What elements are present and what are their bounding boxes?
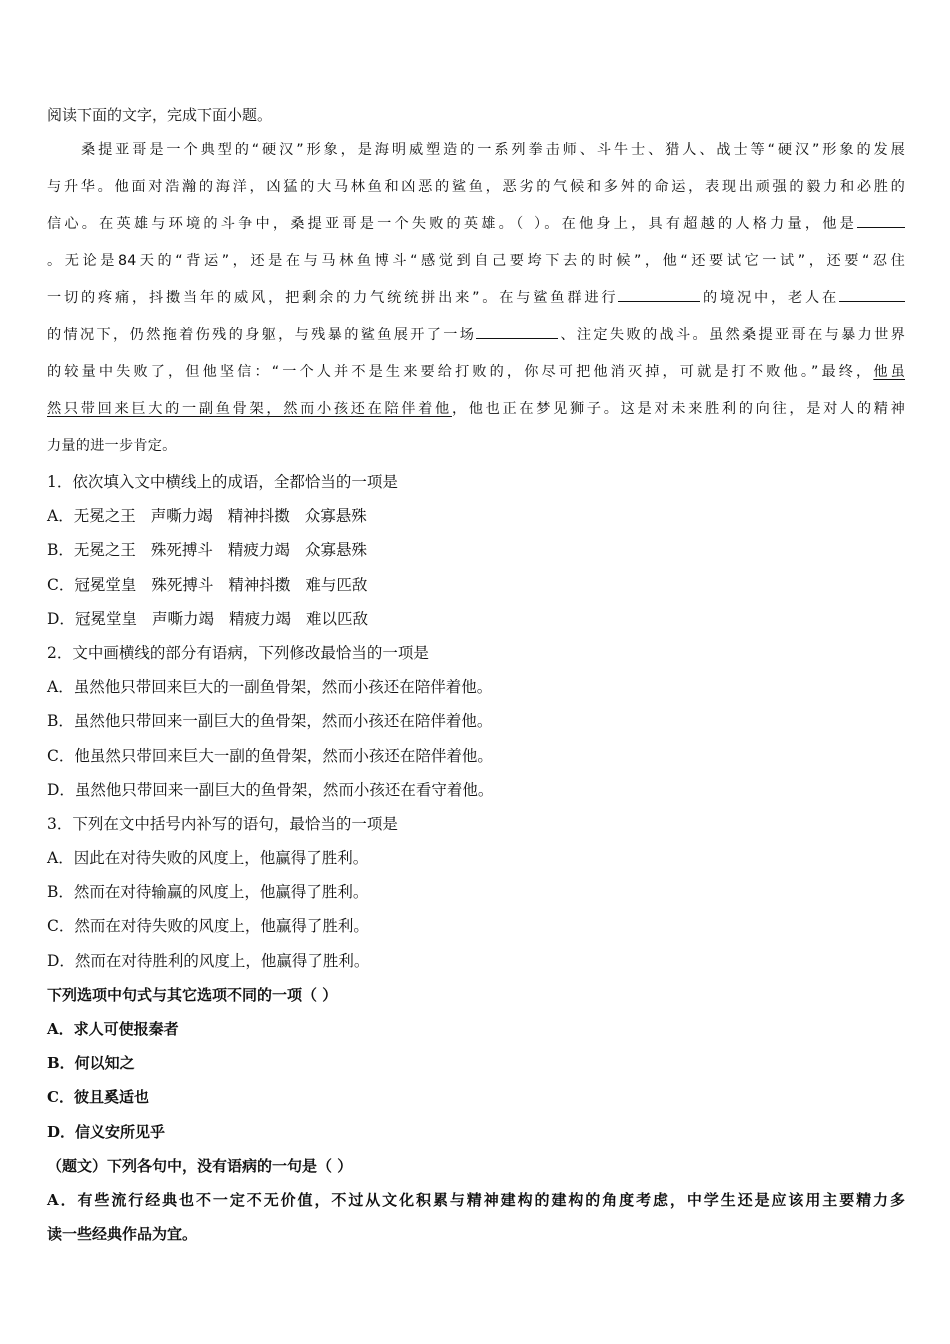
passage-line: 力量的进一步肯定。 [47,438,177,454]
option-label: C． [47,575,75,594]
question-5 [47,1149,905,1252]
option-c: C．然而在对待失败的风度上，他赢得了胜利。 [47,917,369,936]
reading-instruction: 阅读下面的文字，完成下面小题。 [47,106,273,124]
option-a: A．虽然他只带回来巨大的一副鱼骨架，然而小孩还在陪伴着他。 [47,678,493,697]
option-item: 精神抖擞 [228,575,291,594]
option-a [47,1183,905,1251]
passage-text: 一切的疼痛，抖擞当年的威风，把剩余的力气统统拼出来”。在与鲨鱼群进行 [47,290,619,306]
option-item: 无冕之王 [73,507,136,526]
passage-text: 的境况中，老人在 [700,290,840,306]
option-a: A．求人可使报秦者 [47,1020,179,1038]
option-item: 殊死搏斗 [151,575,214,594]
passage-text: 的情况下，仍然拖着伤残的身躯，与残暴的鲨鱼展开了一场 [47,327,477,343]
document-page [47,98,905,1251]
option-d: D．虽然他只带回来一副巨大的鱼骨架，然而小孩还在看守着他。 [47,780,494,799]
option-line: A．有些流行经典也不一定不无价值，不过从文化积累与精神建构的建构的角度考虑，中学生还是应该用主要精力多 [47,1190,905,1209]
option-c: C．彼且奚适也 [47,1088,149,1107]
question-1 [47,465,905,636]
option-b: B．然而在对待输赢的风度上，他赢得了胜利。 [47,883,369,902]
option-d: D．然而在对待胜利的风度上，他赢得了胜利。 [47,951,370,970]
passage-line: 桑提亚哥是一个典型的“硬汉”形象，是海明威塑造的一系列拳击师、斗牛士、猎人、战士等“硬汉”形象的发展 [81,142,905,158]
fill-blank-4 [476,324,558,339]
option-item: 殊死搏斗 [150,541,213,560]
underlined-sentence: 他虽 [873,364,906,380]
option-item: 精疲力竭 [228,609,291,628]
option-label: B． [47,541,74,560]
fill-blank-2 [618,287,700,302]
question-stem: 下列选项中句式与其它选项不同的一项（ ） [47,985,338,1004]
option-item: 冠冕堂皇 [74,575,137,594]
option-b [47,533,905,567]
underlined-sentence: 然只带回来巨大的一副鱼骨架，然而小孩还在陪伴着他 [47,401,452,417]
option-item: 精神抖擞 [227,507,290,526]
passage-line [47,206,905,243]
option-item: 众寡悬殊 [304,541,367,560]
passage-line: 。无论是84天的“背运”，还是在与马林鱼博斗“感觉到自己要垮下去的时候”，他“还要试它一试”，还要“忍住 [47,253,905,269]
option-label: D． [47,609,75,628]
option-d [47,602,905,636]
option-item: 难以匹敌 [305,609,368,628]
passage-line [47,391,905,428]
question-3 [47,807,905,978]
passage-line [47,354,905,391]
option-line: 读一些经典作品为宜。 [47,1225,198,1244]
passage-line [47,317,905,354]
option-item: 无冕之王 [73,541,136,560]
option-d: D．信义安所见乎 [47,1122,166,1141]
reading-passage [47,132,905,465]
option-b: B．何以知之 [47,1054,135,1073]
option-a [47,499,905,533]
option-item: 精疲力竭 [227,541,290,560]
option-c [47,568,905,602]
question-4 [47,978,905,1149]
option-item: 声嘶力竭 [150,507,213,526]
passage-text: ，他也正在梦见狮子。这是对未来胜利的向往，是对人的精神 [451,401,905,417]
passage-text: 的较量中失败了，但他坚信：“一个人并不是生来要给打败的，你尽可把他消灭掉，可就是打不败他。”最终， [47,364,874,380]
fill-blank-3 [839,287,905,302]
option-c: C．他虽然只带回来巨大一副的鱼骨架，然而小孩还在陪伴着他。 [47,746,493,765]
question-stem: 1．依次填入文中横线上的成语，全都恰当的一项是 [47,473,398,491]
question-stem: （题文）下列各句中，没有语病的一句是（ ） [47,1156,353,1175]
passage-text: 信心。在英雄与环境的斗争中，桑提亚哥是一个失败的英雄。（ ）。在他身上，具有超越的人格力量，他是 [47,216,857,232]
option-label: A． [47,507,74,526]
option-item: 难与匹敌 [305,575,368,594]
question-2 [47,636,905,807]
question-stem: 3．下列在文中括号内补写的语句，最恰当的一项是 [47,814,398,833]
option-item: 众寡悬殊 [304,507,367,526]
question-stem: 2．文中画横线的部分有语病，下列修改最恰当的一项是 [47,643,429,662]
option-a: A．因此在对待失败的风度上，他赢得了胜利。 [47,849,369,868]
option-item: 声嘶力竭 [151,609,214,628]
fill-blank-1 [857,213,905,228]
option-item: 冠冕堂皇 [74,609,137,628]
passage-text: 、注定失败的战斗。虽然桑提亚哥在与暴力世界 [558,327,906,343]
passage-line: 与升华。他面对浩瀚的海洋，凶猛的大马林鱼和凶恶的鲨鱼，恶劣的气候和多舛的命运，表现出顽强的毅力和必胜的 [47,179,905,195]
passage-line [47,280,905,317]
option-b: B．虽然他只带回来一副巨大的鱼骨架，然而小孩还在陪伴着他。 [47,712,493,731]
